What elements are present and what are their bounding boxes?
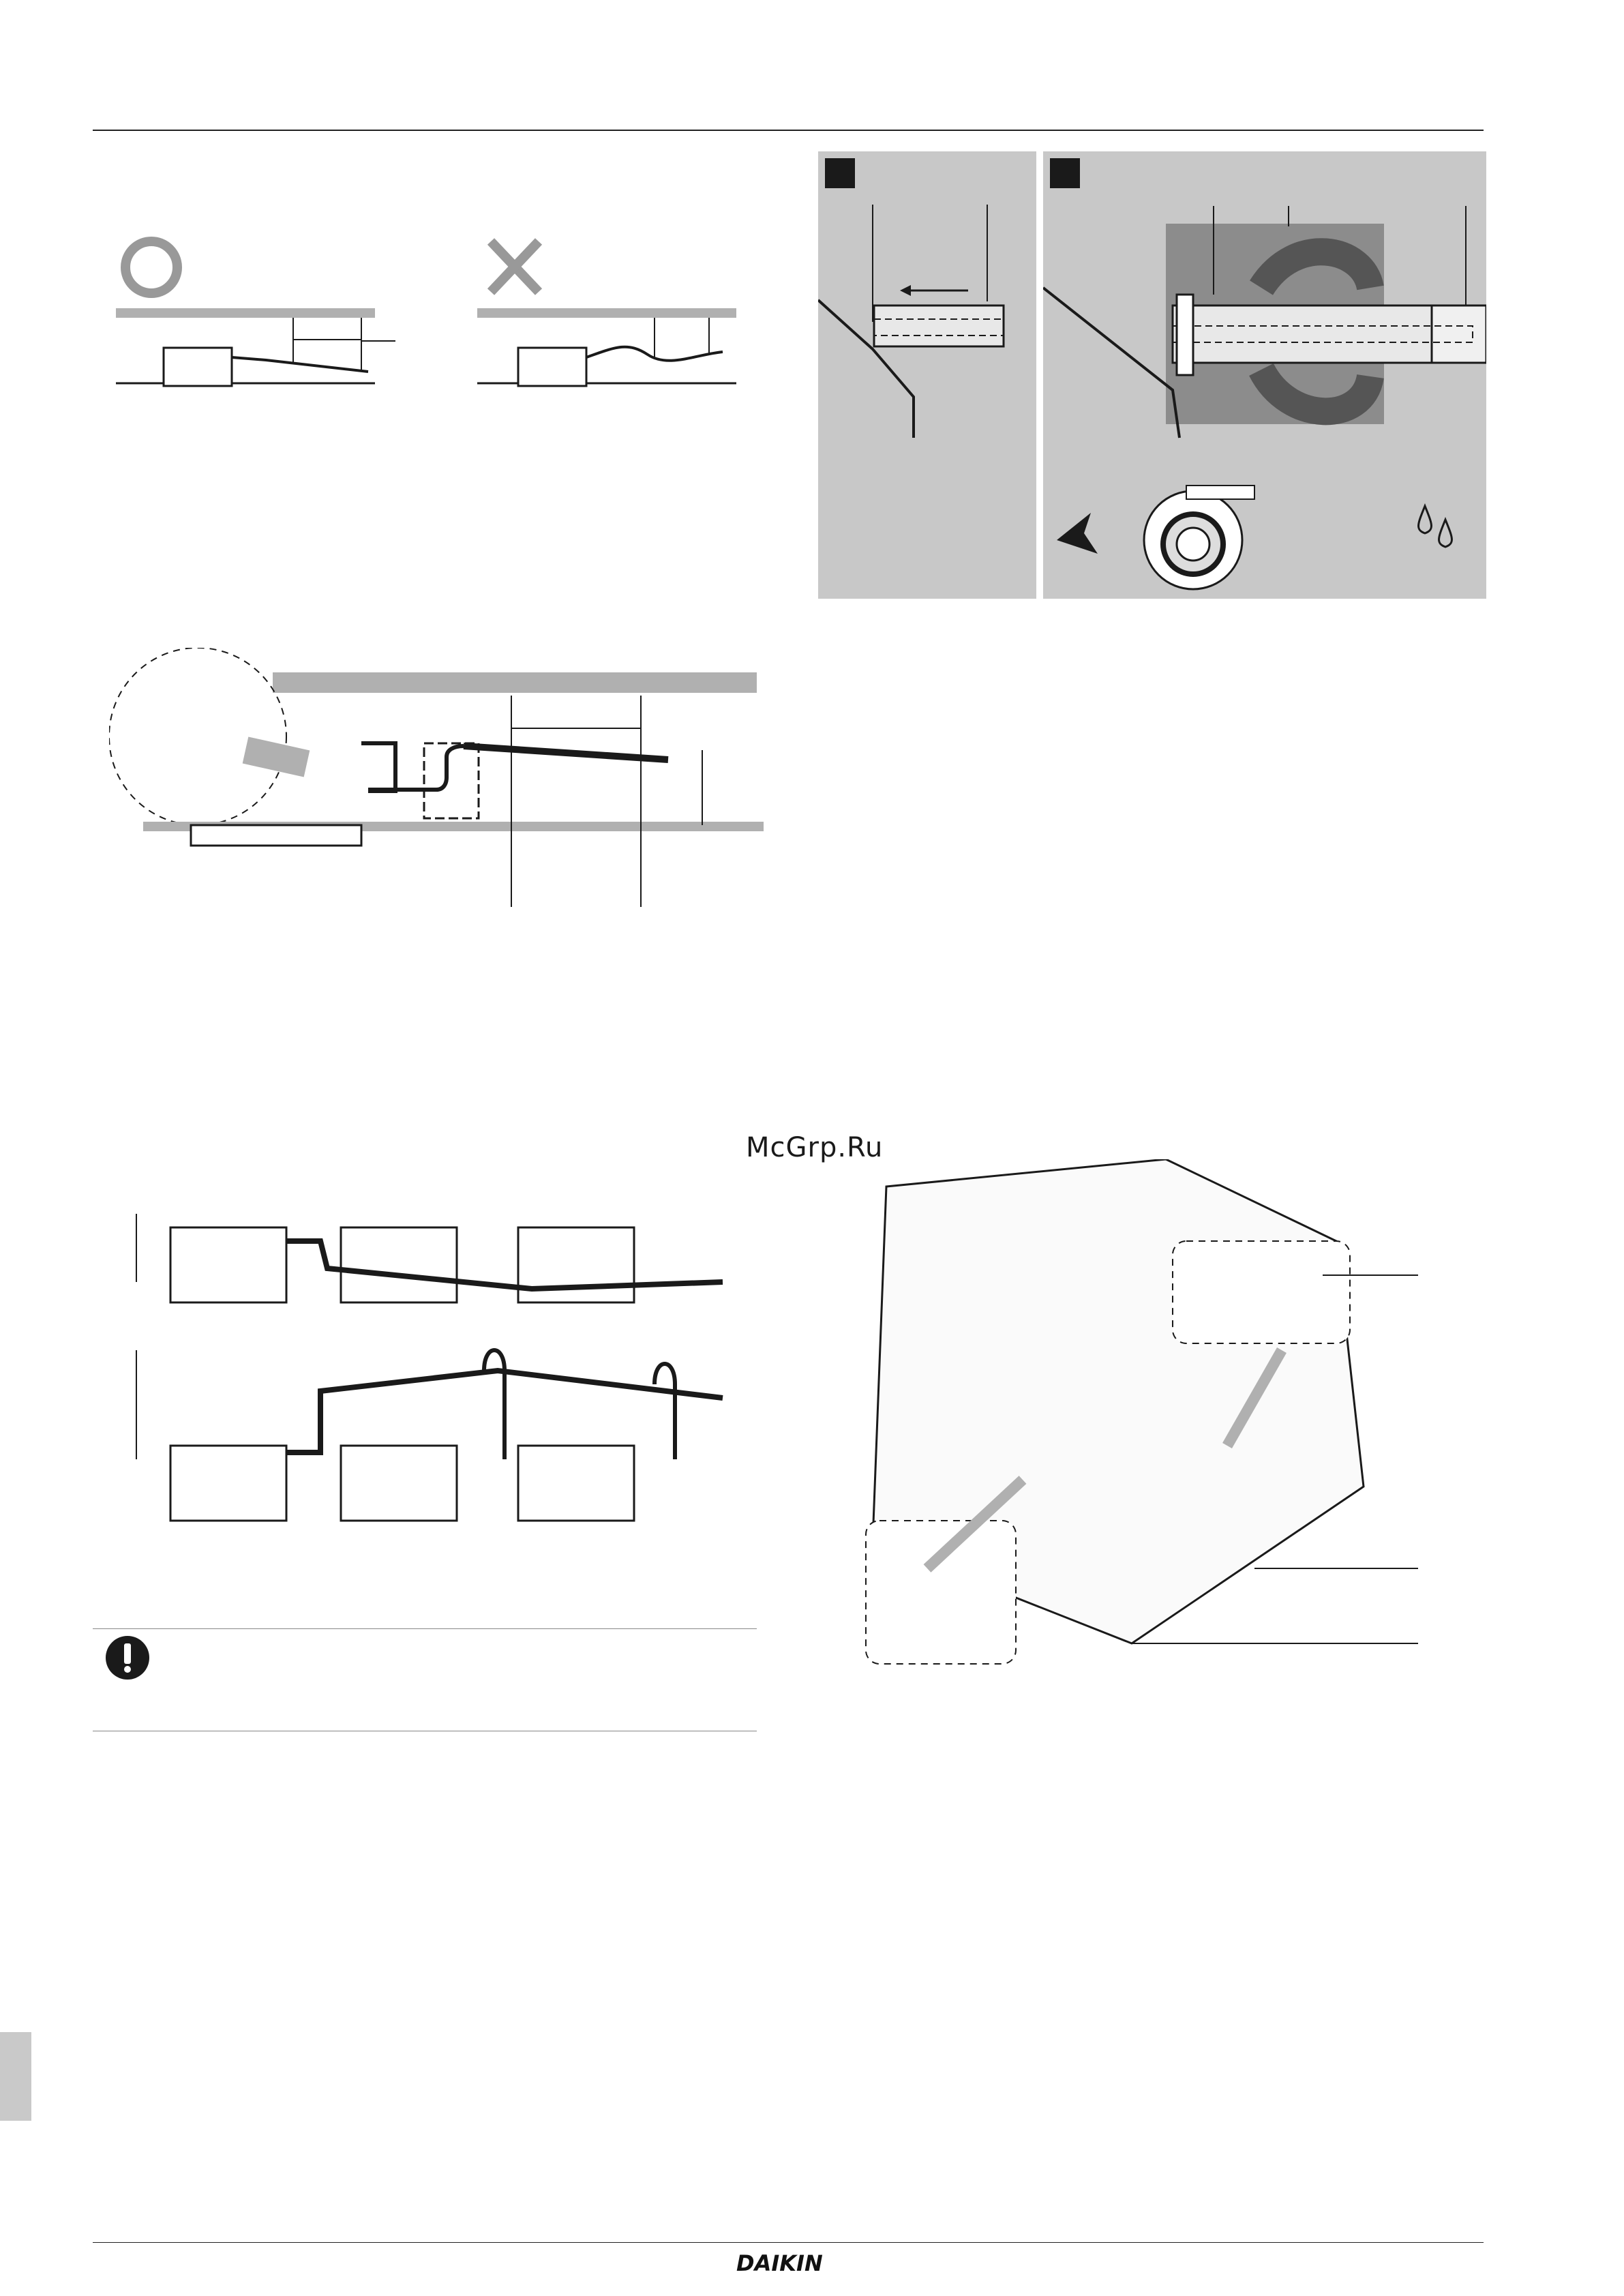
cross-ng-icon — [491, 241, 539, 292]
drain-slope-figure — [109, 232, 764, 409]
wiring-figure — [845, 1159, 1459, 1678]
multi-unit-drain-figure — [123, 1200, 764, 1534]
insulation-panel-a — [818, 151, 1036, 599]
circle-ok-icon — [125, 241, 177, 293]
note-top-rule — [93, 1628, 757, 1629]
page-side-tab — [0, 2032, 31, 2121]
footer-rule — [93, 2242, 1484, 2243]
insulation-panel-b — [1043, 151, 1486, 599]
drain-lift-figure — [109, 648, 764, 921]
exclamation-warning-icon — [104, 1634, 151, 1685]
watermark: McGrp.Ru — [746, 1132, 884, 1163]
daikin-logo — [736, 2248, 839, 2279]
header-rule — [93, 130, 1484, 131]
brand-text: DAIKIN — [736, 2250, 823, 2276]
